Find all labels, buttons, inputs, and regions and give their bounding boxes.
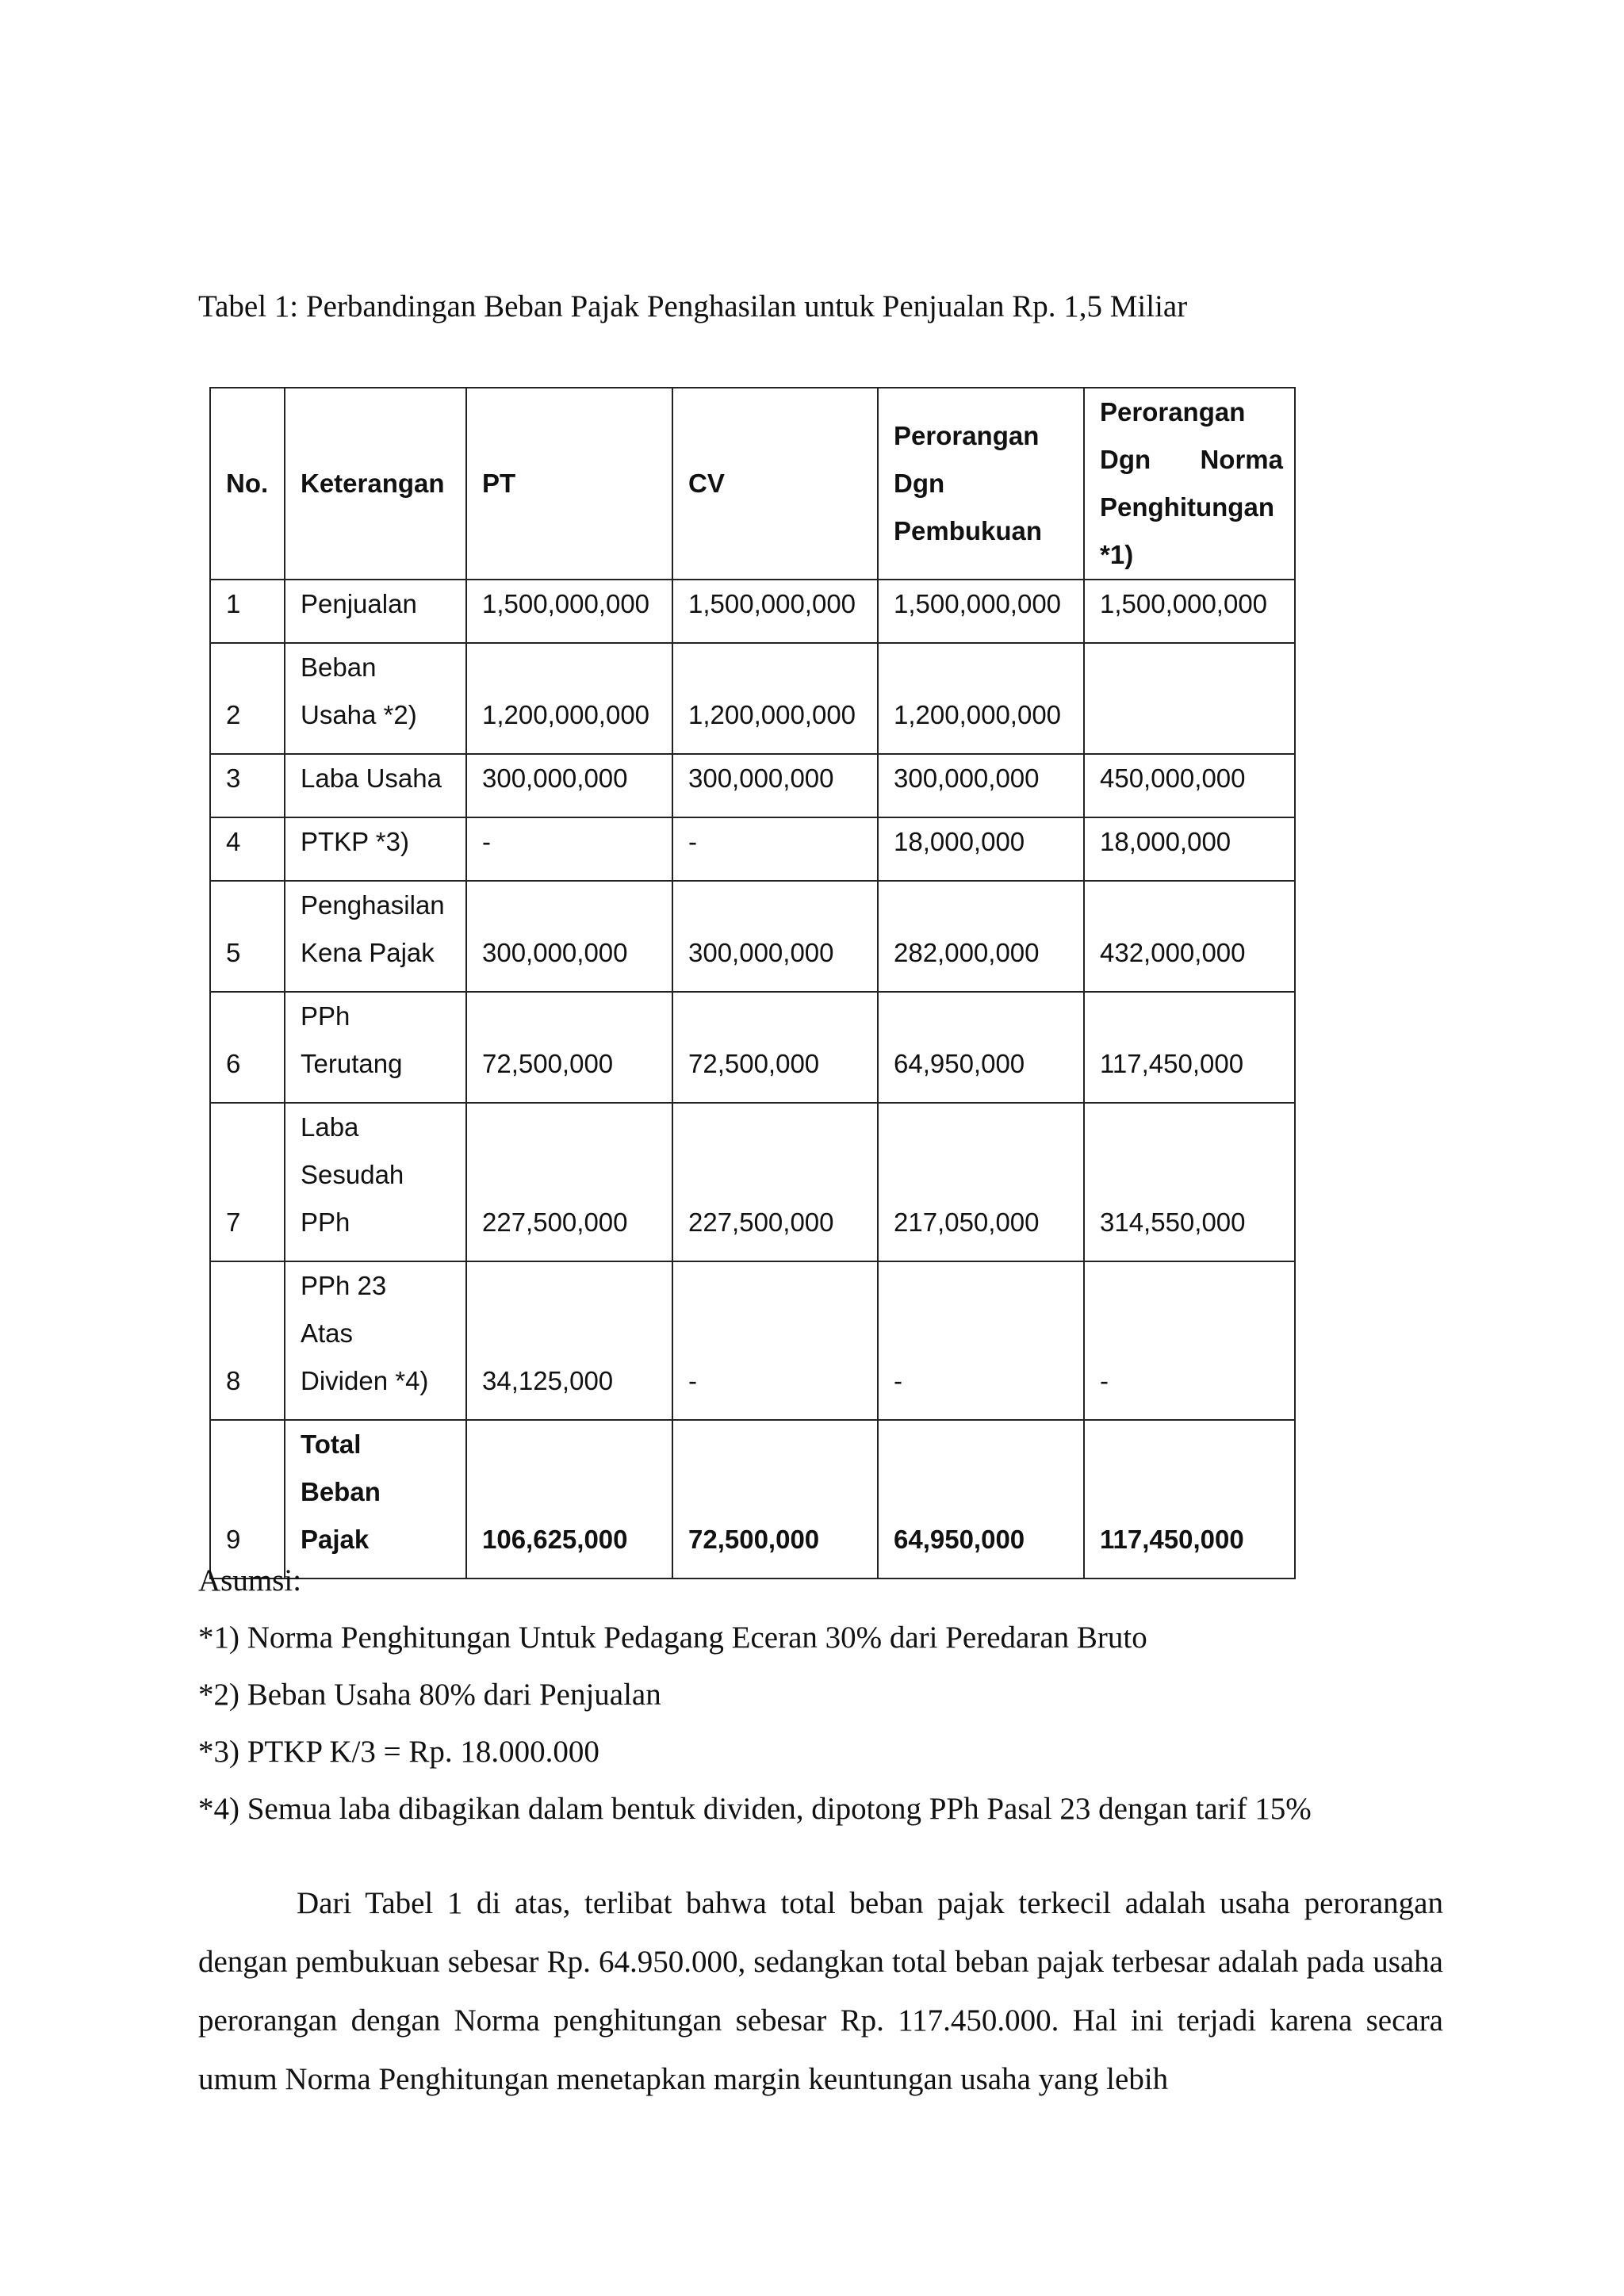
keterangan-line: PPh	[301, 1001, 350, 1031]
cell-pt: 1,200,000,000	[466, 643, 672, 754]
header-norma-line: Perorangan	[1100, 397, 1246, 427]
cell-keterangan	[285, 643, 466, 754]
cell-perorangan-norma: 314,550,000	[1084, 1103, 1295, 1261]
cell-keterangan	[285, 817, 466, 881]
table-header-row	[210, 388, 1295, 580]
cell-cv: 1,500,000,000	[672, 580, 878, 643]
table-caption: Tabel 1: Perbandingan Beban Pajak Penghasilan untuk Penjualan Rp. 1,5 Miliar	[198, 289, 1188, 323]
header-perorangan-norma	[1084, 388, 1295, 580]
cell-no: 5	[210, 881, 285, 992]
body-paragraph: Dari Tabel 1 di atas, terlibat bahwa total beban pajak terkecil adalah usaha perorangan dengan pembukuan sebesar Rp. 64.950.000, sedangkan total beban pajak terbesar adalah pada usaha perorangan dengan Norma penghitungan sebesar Rp. 117.450.000. Hal ini terjadi karena secara umum Norma Penghitungan menetapkan margin keuntungan usaha yang lebih	[198, 1886, 1443, 2096]
cell-no: 6	[210, 992, 285, 1103]
header-norma-word: Norma	[1200, 445, 1283, 474]
keterangan-line: Penjualan	[301, 589, 417, 618]
cell-cv: 300,000,000	[672, 881, 878, 992]
cell-pt: 1,500,000,000	[466, 580, 672, 643]
assumptions-title: Asumsi:	[198, 1563, 302, 1598]
cell-keterangan	[285, 580, 466, 643]
header-pembukuan-line: Pembukuan	[894, 516, 1043, 545]
table-row	[210, 643, 1295, 754]
keterangan-line: Terutang	[301, 1049, 403, 1078]
cell-perorangan-norma: 117,450,000	[1084, 1420, 1295, 1578]
header-pt: PT	[466, 388, 672, 580]
keterangan-line: Penghasilan	[301, 890, 445, 920]
table-body	[210, 580, 1295, 1578]
cell-perorangan-pembukuan: 282,000,000	[878, 881, 1084, 992]
cell-pt: 34,125,000	[466, 1261, 672, 1420]
cell-cv: -	[672, 817, 878, 881]
header-no: No.	[210, 388, 285, 580]
cell-pt: -	[466, 817, 672, 881]
cell-perorangan-norma	[1084, 643, 1295, 754]
assumption-item: *1) Norma Penghitungan Untuk Pedagang Eceran 30% dari Peredaran Bruto	[198, 1621, 1147, 1655]
cell-perorangan-pembukuan: 18,000,000	[878, 817, 1084, 881]
cell-pt: 72,500,000	[466, 992, 672, 1103]
cell-perorangan-pembukuan: 64,950,000	[878, 992, 1084, 1103]
keterangan-line: Laba Usaha	[301, 763, 442, 793]
cell-perorangan-norma: 18,000,000	[1084, 817, 1295, 881]
cell-cv: 227,500,000	[672, 1103, 878, 1261]
keterangan-line: PTKP *3)	[301, 827, 409, 856]
table-row	[210, 817, 1295, 881]
cell-perorangan-norma: 1,500,000,000	[1084, 580, 1295, 643]
cell-perorangan-pembukuan: 1,200,000,000	[878, 643, 1084, 754]
cell-perorangan-pembukuan: 1,500,000,000	[878, 580, 1084, 643]
assumptions	[198, 1552, 1312, 1838]
assumption-item: *3) PTKP K/3 = Rp. 18.000.000	[198, 1735, 599, 1769]
cell-perorangan-pembukuan: -	[878, 1261, 1084, 1420]
cell-no: 2	[210, 643, 285, 754]
cell-no: 8	[210, 1261, 285, 1420]
keterangan-line: PPh	[301, 1207, 350, 1237]
keterangan-line: Laba	[301, 1112, 359, 1142]
header-norma-line: *1)	[1100, 540, 1134, 569]
table-row	[210, 1261, 1295, 1420]
keterangan-line: Kena Pajak	[301, 938, 435, 967]
cell-cv: 300,000,000	[672, 754, 878, 817]
cell-cv: 1,200,000,000	[672, 643, 878, 754]
header-norma-line: Penghitungan	[1100, 492, 1274, 522]
cell-perorangan-norma: -	[1084, 1261, 1295, 1420]
keterangan-line: Sesudah	[301, 1160, 404, 1189]
cell-keterangan	[285, 881, 466, 992]
cell-perorangan-pembukuan: 217,050,000	[878, 1103, 1084, 1261]
cell-no: 1	[210, 580, 285, 643]
keterangan-line: Beban	[301, 1477, 381, 1506]
keterangan-line: Dividen *4)	[301, 1366, 429, 1395]
cell-perorangan-pembukuan: 300,000,000	[878, 754, 1084, 817]
cell-no: 4	[210, 817, 285, 881]
cell-pt: 300,000,000	[466, 754, 672, 817]
cell-keterangan	[285, 1261, 466, 1420]
cell-perorangan-norma: 432,000,000	[1084, 881, 1295, 992]
cell-no: 7	[210, 1103, 285, 1261]
header-norma-word: Dgn	[1100, 445, 1151, 474]
cell-no: 3	[210, 754, 285, 817]
cell-cv: -	[672, 1261, 878, 1420]
keterangan-line: Total	[301, 1429, 362, 1459]
table-row	[210, 754, 1295, 817]
keterangan-line: Usaha *2)	[301, 700, 417, 729]
assumption-item: *2) Beban Usaha 80% dari Penjualan	[198, 1678, 661, 1712]
cell-perorangan-pembukuan: 64,950,000	[878, 1420, 1084, 1578]
keterangan-line: Beban	[301, 652, 377, 682]
cell-keterangan	[285, 1103, 466, 1261]
cell-no: 9	[210, 1420, 285, 1578]
table-row	[210, 992, 1295, 1103]
header-cv: CV	[672, 388, 878, 580]
keterangan-line: PPh 23	[301, 1271, 387, 1300]
header-perorangan-pembukuan	[878, 388, 1084, 580]
table-row	[210, 1103, 1295, 1261]
header-pembukuan-line: Perorangan	[894, 421, 1040, 450]
header-pembukuan-line: Dgn	[894, 469, 945, 498]
keterangan-line: Atas	[301, 1318, 354, 1348]
cell-pt: 106,625,000	[466, 1420, 672, 1578]
cell-keterangan	[285, 992, 466, 1103]
cell-cv: 72,500,000	[672, 992, 878, 1103]
table-row	[210, 580, 1295, 643]
cell-perorangan-norma: 450,000,000	[1084, 754, 1295, 817]
header-keterangan: Keterangan	[285, 388, 466, 580]
cell-keterangan	[285, 754, 466, 817]
table-row	[210, 881, 1295, 992]
keterangan-line: Pajak	[301, 1525, 370, 1554]
cell-perorangan-norma: 117,450,000	[1084, 992, 1295, 1103]
header-norma-justified-line	[1100, 436, 1283, 484]
tax-comparison-table	[209, 387, 1296, 1579]
cell-cv: 72,500,000	[672, 1420, 878, 1578]
cell-pt: 227,500,000	[466, 1103, 672, 1261]
assumption-item: *4) Semua laba dibagikan dalam bentuk dividen, dipotong PPh Pasal 23 dengan tarif 15%	[198, 1792, 1312, 1826]
cell-pt: 300,000,000	[466, 881, 672, 992]
